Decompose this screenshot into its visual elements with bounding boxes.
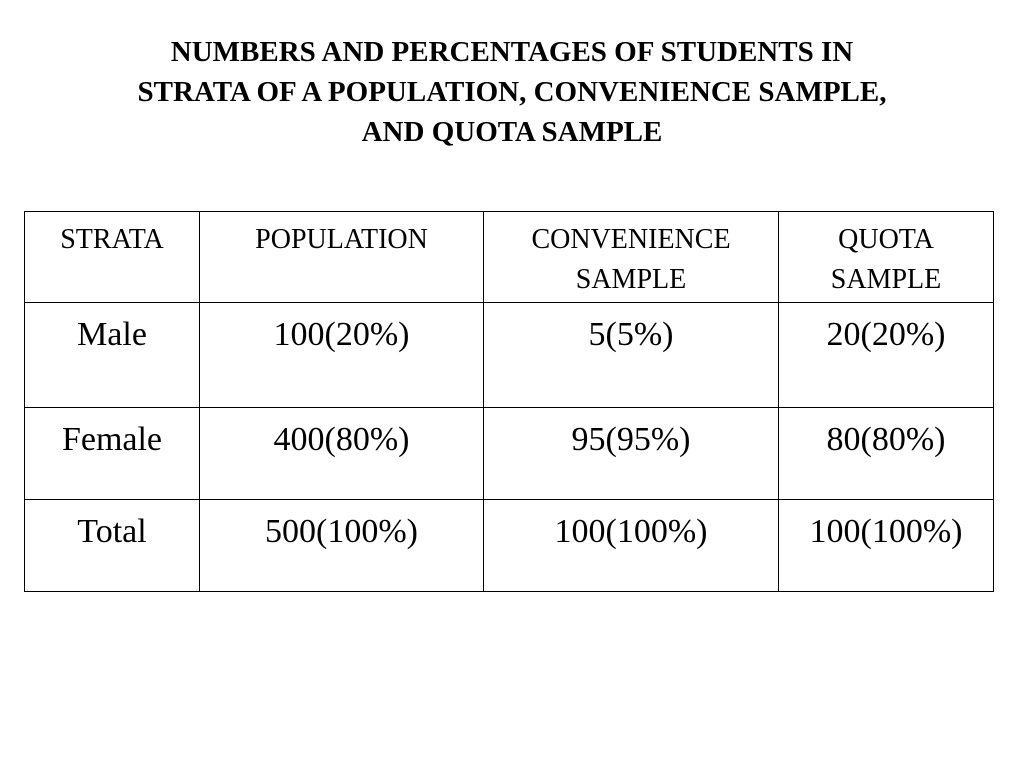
title-line-1: NUMBERS AND PERCENTAGES OF STUDENTS IN xyxy=(170,36,854,68)
slide-title xyxy=(40,32,984,152)
cell-convenience-sample: 95(95%) xyxy=(484,408,779,500)
table-row-female xyxy=(25,408,994,500)
header-strata-label: STRATA xyxy=(60,224,164,255)
cell-convenience-sample: 100(100%) xyxy=(484,500,779,592)
cell-quota-sample: 80(80%) xyxy=(779,408,994,500)
header-quota-label-line-1: QUOTA xyxy=(838,224,934,255)
table-header-row xyxy=(25,212,994,303)
cell-strata: Male xyxy=(25,303,200,408)
cell-strata: Female xyxy=(25,408,200,500)
header-population-label: POPULATION xyxy=(255,224,428,255)
header-convenience-label-line-2: SAMPLE xyxy=(575,264,687,295)
cell-population: 400(80%) xyxy=(200,408,484,500)
header-strata xyxy=(25,212,200,303)
title-line-2: STRATA OF A POPULATION, CONVENIENCE SAMPLE, xyxy=(137,76,887,108)
cell-population: 500(100%) xyxy=(200,500,484,592)
cell-population: 100(20%) xyxy=(200,303,484,408)
header-quota-sample xyxy=(779,212,994,303)
strata-table xyxy=(24,211,994,592)
header-convenience-label-line-1: CONVENIENCE xyxy=(531,224,731,255)
header-population xyxy=(200,212,484,303)
cell-quota-sample: 20(20%) xyxy=(779,303,994,408)
table-row-male xyxy=(25,303,994,408)
table-row-total xyxy=(25,500,994,592)
title-line-3: AND QUOTA SAMPLE xyxy=(361,116,663,148)
cell-quota-sample: 100(100%) xyxy=(779,500,994,592)
cell-convenience-sample: 5(5%) xyxy=(484,303,779,408)
cell-strata: Total xyxy=(25,500,200,592)
header-convenience-sample xyxy=(484,212,779,303)
header-quota-label-line-2: SAMPLE xyxy=(830,264,942,295)
